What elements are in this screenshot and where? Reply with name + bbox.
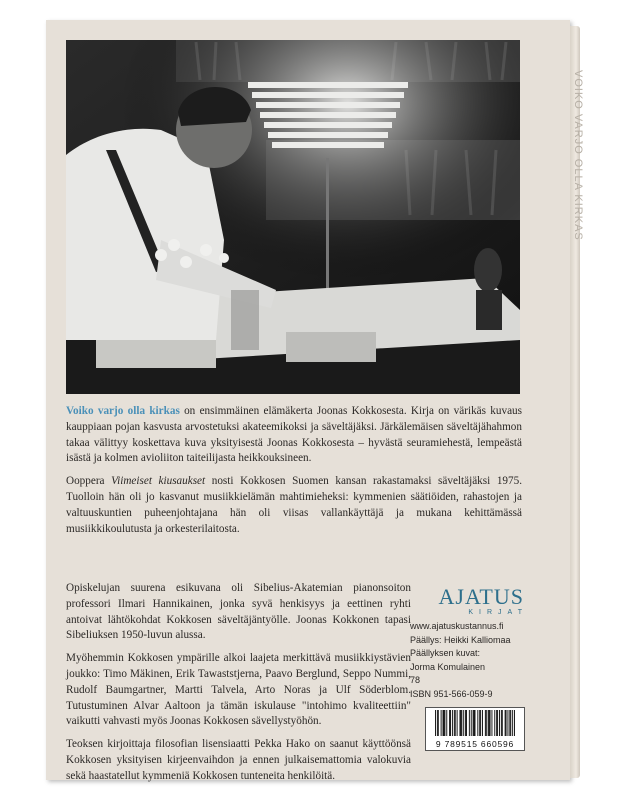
opera-title: Viimeiset kiusaukset: [111, 475, 206, 488]
body-text: [66, 581, 411, 792]
spine-title: VOIKO VARJO OLLA KIRKAS: [572, 70, 584, 241]
credits: [410, 620, 524, 702]
publisher-logo-sub: KIRJAT: [468, 609, 528, 616]
barcode-icon: [426, 710, 524, 740]
intro-text: [66, 404, 522, 544]
barcode-digits: 9 789515 660596: [435, 739, 515, 749]
book-title: Voiko varjo olla kirkas: [66, 405, 180, 417]
publisher-logo: [426, 584, 528, 616]
cover-photos-name: Jorma Komulainen: [410, 661, 486, 672]
publisher-url: www.ajatuskustannus.fi: [410, 621, 504, 631]
class-code: 78: [410, 675, 421, 686]
body-paragraph-4: Myöhemmin Kokkosen ympärille alkoi laajeta merkittävä musiikkiystävien joukko: Timo Mäkinen, Erik Tawaststjerna, Paavo Berglund, Seppo Nummi, Rudolf Baumgartner, Martti Talvela, Arto Noras ja Ulf Söderblom. Tutustuminen Alvar Aaltoon ja tämän iskulause "intohimo kvaliteettiin" vaikutti vahvasti myös Joonas Kokkosen sävellystyöhön.: [66, 652, 411, 728]
publisher-logo-text: AJATUS: [438, 584, 524, 609]
body-paragraph-5: Teoksen kirjoittaja filosofian lisensiaatti Pekka Hako on saanut käyttöönsä Kokkosen yksityisen kirjeenvaihdon ja ennen julkaisemattomia valokuvia sekä haastatellut kymmeniä Kokkosen tunteneita henkilöitä.: [66, 738, 411, 782]
intro-paragraph-2: Ooppera Viimeiset kiusaukset nosti Kokkosen Suomen kansan rakastamaksi säveltäjäksi 1975. Tuolloin hän oli jo kasvanut musiikkielämän mahtimieheksi: kymmenien säätiöiden, rahastojen ja valtuuskuntien puheenjohtajana hän oli viisas vallankäyttäjä ja mukana kehittämässä musiikkikoulutusta ja orkesterilaitosta.: [66, 475, 522, 535]
cover-design-credit: Päällys: Heikki Kalliomaa: [410, 634, 511, 645]
photo-composer-at-desk-icon: [66, 40, 520, 394]
body-paragraph-3: Opiskelujan suurena esikuvana oli Sibelius-Akatemian pianonsoiton professori Ilmari Hannikainen, jonka syvä henkisyys ja eettinen ryhti antoivat lähtökohdat Kokkosen säveltäjäntyölle. Joonas Kokkonen tapasi Sibeliuksen 1950-luvun alussa.: [66, 582, 411, 642]
cover-photo: [66, 40, 520, 394]
isbn: ISBN 951-566-059-9: [410, 688, 493, 699]
barcode: [425, 707, 525, 751]
intro-paragraph-1: Voiko varjo olla kirkas on ensimmäinen elämäkerta Joonas Kokkosesta. Kirja on värikäs kuvaus kauppiaan pojan kasvusta arvostetuksi akateemikoksi ja säveltäjäksi. Järkälemäisen säveltäjähahmon takaa välittyy koskettava kuva yksityisestä Joonas Kokkosesta – hyvästä seuramiehestä, lempeästä isästä ja kolmen avioliiton taiteilijasta heikkouksineen.: [66, 405, 522, 465]
cover-photos-label: Päällyksen kuvat:: [410, 648, 481, 659]
